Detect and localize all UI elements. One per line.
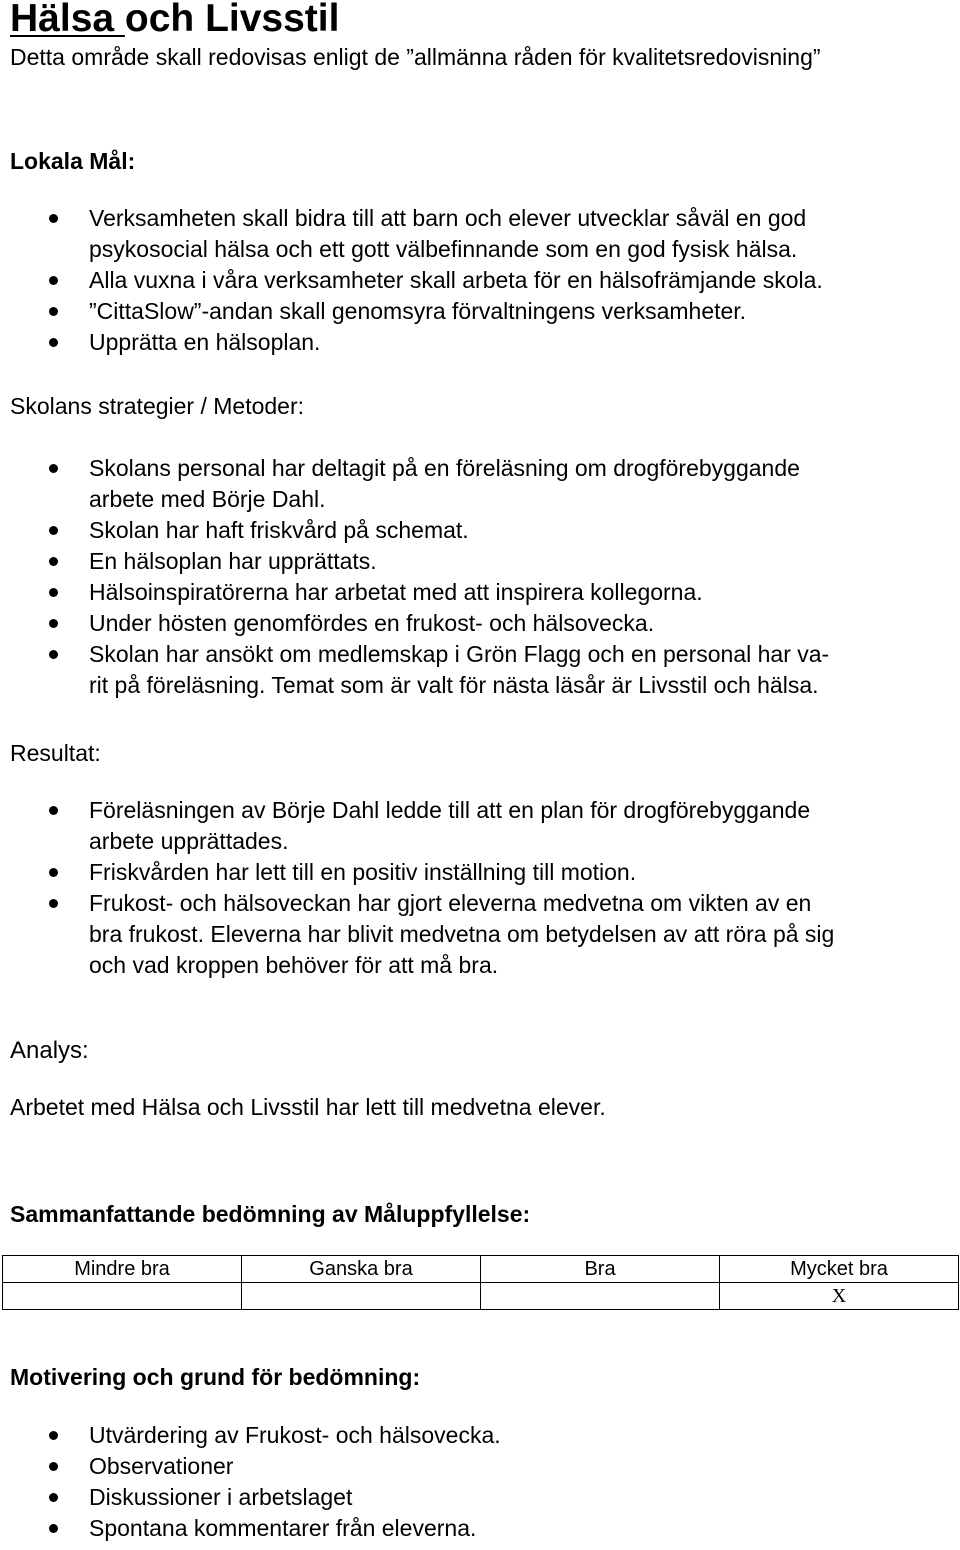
- list-item-line: Under hösten genomfördes en frukost- och hälsovecka.: [89, 610, 655, 636]
- list-item: [0, 546, 960, 577]
- list-item-line: ”CittaSlow”-andan skall genomsyra förvaltningens verksamheter.: [89, 298, 747, 324]
- bullet-icon: [49, 557, 58, 566]
- strategier-heading: Skolans strategier / Metoder:: [10, 393, 305, 419]
- list-item: [0, 265, 960, 296]
- list-item-line: Utvärdering av Frukost- och hälsovecka.: [89, 1422, 501, 1448]
- list-item: [0, 577, 960, 608]
- bullet-icon: [49, 214, 58, 223]
- bullet-icon: [49, 526, 58, 535]
- rating-header-bra: Bra: [481, 1256, 720, 1283]
- bullet-icon: [49, 1431, 58, 1440]
- list-item: [0, 1451, 960, 1482]
- list-item-line: arbete med Börje Dahl.: [89, 486, 326, 512]
- rating-mark-row: [3, 1283, 959, 1310]
- rating-mark-bra: [481, 1283, 720, 1310]
- list-item: [0, 1482, 960, 1513]
- resultat-heading: Resultat:: [10, 740, 101, 766]
- list-item-line: arbete upprättades.: [89, 828, 289, 854]
- bullet-icon: [49, 650, 58, 659]
- list-item-line: En hälsoplan har upprättats.: [89, 548, 377, 574]
- bullet-icon: [49, 806, 58, 815]
- page-subtitle: Detta område skall redovisas enligt de ”allmänna råden för kvalitetsredovisning”: [10, 44, 821, 70]
- list-item: [0, 795, 960, 857]
- list-item-line: rit på föreläsning. Temat som är valt för nästa läsår är Livsstil och hälsa.: [89, 672, 819, 698]
- sammanfattande-heading: Sammanfattande bedömning av Måluppfyllelse:: [10, 1201, 531, 1227]
- analys-text: Arbetet med Hälsa och Livsstil har lett till medvetna elever.: [10, 1094, 606, 1120]
- rating-header-row: [3, 1256, 959, 1283]
- list-item: [0, 453, 960, 515]
- bullet-icon: [49, 619, 58, 628]
- strategier-list: [0, 453, 960, 701]
- bullet-icon: [49, 899, 58, 908]
- analys-heading: Analys:: [10, 1037, 89, 1064]
- bullet-icon: [49, 1493, 58, 1502]
- rating-mark-ganska-bra: [242, 1283, 481, 1310]
- rating-header-mycket-bra: Mycket bra: [720, 1256, 959, 1283]
- list-item-line: Diskussioner i arbetslaget: [89, 1484, 353, 1510]
- rating-header-ganska-bra: Ganska bra: [242, 1256, 481, 1283]
- list-item: [0, 327, 960, 358]
- list-item: [0, 639, 960, 701]
- bullet-icon: [49, 1524, 58, 1533]
- list-item: [0, 1513, 960, 1544]
- list-item-line: Friskvården har lett till en positiv inställning till motion.: [89, 859, 637, 885]
- list-item-line: Upprätta en hälsoplan.: [89, 329, 321, 355]
- list-item-line: Alla vuxna i våra verksamheter skall arbeta för en hälsofrämjande skola.: [89, 267, 823, 293]
- list-item-line: bra frukost. Eleverna har blivit medvetna om betydelsen av att röra på sig: [89, 921, 835, 947]
- page-title-rest: och Livsstil: [124, 0, 340, 40]
- list-item: [0, 1420, 960, 1451]
- motivering-heading: Motivering och grund för bedömning:: [10, 1364, 421, 1390]
- list-item-line: Verksamheten skall bidra till att barn och elever utvecklar såväl en god: [89, 205, 807, 231]
- rating-header-mindre-bra: Mindre bra: [3, 1256, 242, 1283]
- rating-table: [2, 1255, 959, 1310]
- list-item: [0, 608, 960, 639]
- list-item-line: psykosocial hälsa och ett gott välbefinnande som en god fysisk hälsa.: [89, 236, 798, 262]
- list-item: [0, 857, 960, 888]
- list-item: [0, 296, 960, 327]
- bullet-icon: [49, 464, 58, 473]
- lokala-mal-list: [0, 203, 960, 358]
- motivering-list: [0, 1420, 960, 1544]
- bullet-icon: [49, 276, 58, 285]
- list-item-line: och vad kroppen behöver för att må bra.: [89, 952, 499, 978]
- list-item-line: Föreläsningen av Börje Dahl ledde till att en plan för drogförebyggande: [89, 797, 811, 823]
- bullet-icon: [49, 338, 58, 347]
- bullet-icon: [49, 588, 58, 597]
- list-item: [0, 203, 960, 265]
- bullet-icon: [49, 307, 58, 316]
- list-item: [0, 888, 960, 981]
- lokala-mal-heading: Lokala Mål:: [10, 148, 136, 174]
- list-item-line: Observationer: [89, 1453, 234, 1479]
- list-item-line: Frukost- och hälsoveckan har gjort eleverna medvetna om vikten av en: [89, 890, 812, 916]
- list-item-line: Hälsoinspiratörerna har arbetat med att inspirera kollegorna.: [89, 579, 703, 605]
- rating-mark-mycket-bra: X: [720, 1283, 959, 1310]
- resultat-list: [0, 795, 960, 981]
- bullet-icon: [49, 868, 58, 877]
- page-title: [10, 0, 339, 42]
- list-item-line: Skolans personal har deltagit på en föreläsning om drogförebyggande: [89, 455, 800, 481]
- rating-mark-mindre-bra: [3, 1283, 242, 1310]
- list-item-line: Skolan har ansökt om medlemskap i Grön Flagg och en personal har va-: [89, 641, 830, 667]
- list-item-line: Spontana kommentarer från eleverna.: [89, 1515, 477, 1541]
- page-title-underlined: Hälsa: [10, 0, 125, 40]
- list-item: [0, 515, 960, 546]
- list-item-line: Skolan har haft friskvård på schemat.: [89, 517, 469, 543]
- bullet-icon: [49, 1462, 58, 1471]
